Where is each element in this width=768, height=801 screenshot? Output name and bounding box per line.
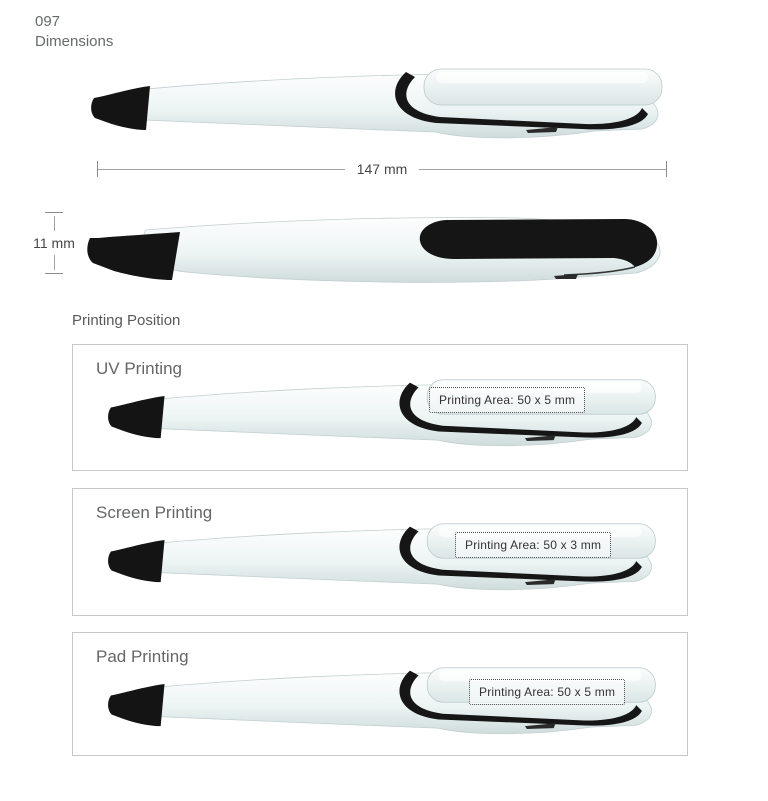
pad-printing-area-callout: Printing Area: 50 x 5 mm — [469, 679, 625, 705]
pen-side-view-illustration — [90, 64, 670, 156]
length-dimension-label: 147 mm — [356, 161, 408, 177]
dimension-line-right — [419, 169, 666, 170]
uv-printing-area-callout: Printing Area: 50 x 5 mm — [429, 387, 585, 413]
dimension-tick-right — [666, 161, 667, 177]
pen-side-view-illustration — [107, 663, 663, 751]
pad-printing-box — [72, 632, 688, 756]
height-dimension-label: 11 mm — [33, 235, 75, 251]
screen-printing-label: Screen Printing — [96, 503, 213, 522]
page-title: Dimensions — [35, 33, 114, 50]
uv-printing-label: UV Printing — [96, 359, 182, 378]
dimension-line-bottom — [54, 255, 55, 270]
screen-printing-box — [72, 488, 688, 616]
printing-position-title: Printing Position — [72, 312, 181, 329]
height-dimension — [18, 212, 90, 274]
product-code: 097 — [35, 13, 61, 30]
header — [35, 12, 113, 52]
length-dimension — [97, 160, 667, 178]
dimension-tick-bottom — [45, 273, 63, 274]
screen-printing-area-callout: Printing Area: 50 x 3 mm — [455, 532, 611, 558]
pad-printing-label: Pad Printing — [96, 647, 189, 666]
uv-printing-box — [72, 344, 688, 471]
dimension-tick-top — [45, 212, 63, 213]
pen-top-view-illustration — [86, 206, 670, 298]
dimension-line-top — [54, 216, 55, 231]
dimension-line-left — [98, 169, 345, 170]
